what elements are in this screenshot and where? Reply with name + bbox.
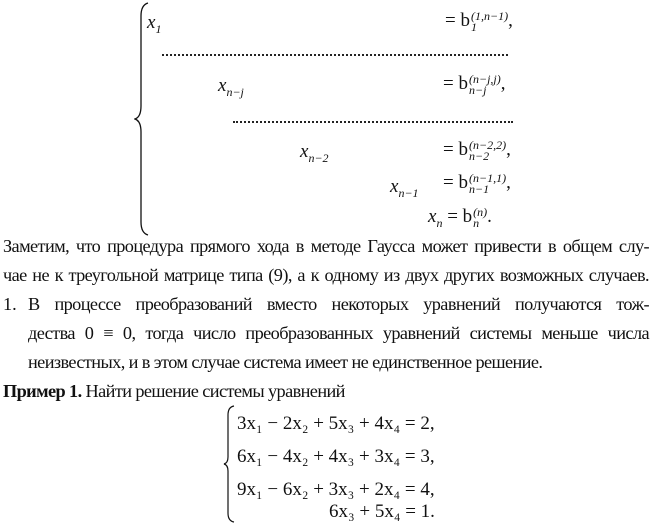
- list-line-3: неизвестных, и в этом случае система имеет не единственное решение.: [28, 352, 543, 372]
- left-brace-general-system: [134, 2, 150, 236]
- ellipsis-row-1: [162, 54, 508, 56]
- paragraph-line-2: чае не к треугольной матрице типа (9), а к одному из двух других возможных случаев.: [3, 265, 649, 285]
- left-brace-example-system: [223, 405, 235, 523]
- equation-row-n: $x_n = b$ (n) n .: [428, 204, 492, 230]
- example-equation-1: 3x₁ − 2x₂ + 5x₃ + 4x₄ = 2,: [237, 413, 435, 434]
- ellipsis-row-2: [233, 121, 513, 123]
- example-text: Найти решение системы уравнений: [81, 381, 345, 401]
- example-equation-2: 6x₁ − 4x₂ + 4x₃ + 3x₄ = 3,: [237, 446, 435, 467]
- list-line-1: В процессе преобразований вместо некоторых уравнений получаются тож-: [28, 294, 649, 314]
- equation-row-nj-rhs: = b (n−j,j) n−j ,: [443, 71, 506, 97]
- equation-row-n1-lhs: $x_{n-1}$: [390, 176, 419, 200]
- list-number: 1.: [3, 294, 17, 314]
- equation-row-n1-rhs: = b (n−1,1) n−1 ,: [443, 170, 511, 196]
- example-equation-3: 9x₁ − 6x₂ + 3x₃ + 2x₄ = 4,: [237, 479, 435, 500]
- paragraph-line-1: Заметим, что процедура прямого хода в методе Гаусса может привести в общем слу-: [3, 236, 649, 256]
- equation-row-n2-rhs: = b (n−2,2) n−2 ,: [443, 137, 511, 163]
- equation-row-nj-lhs: $x_{n-j}$: [218, 75, 244, 99]
- list-line-2: дества 0 ≡ 0, тогда число преобразованных уравнений системы меньше числа: [28, 323, 649, 343]
- equation-row-n2-lhs: $x_{n-2}$: [300, 141, 329, 165]
- example-heading: [3, 381, 345, 402]
- equation-row-1-lhs: $x_1$: [147, 12, 162, 36]
- equation-row-1-rhs: = b (1,n−1) 1 ,: [445, 8, 513, 34]
- example-label: Пример 1.: [3, 381, 82, 401]
- example-equation-4: 6x₃ + 5x₄ = 1.: [329, 501, 435, 522]
